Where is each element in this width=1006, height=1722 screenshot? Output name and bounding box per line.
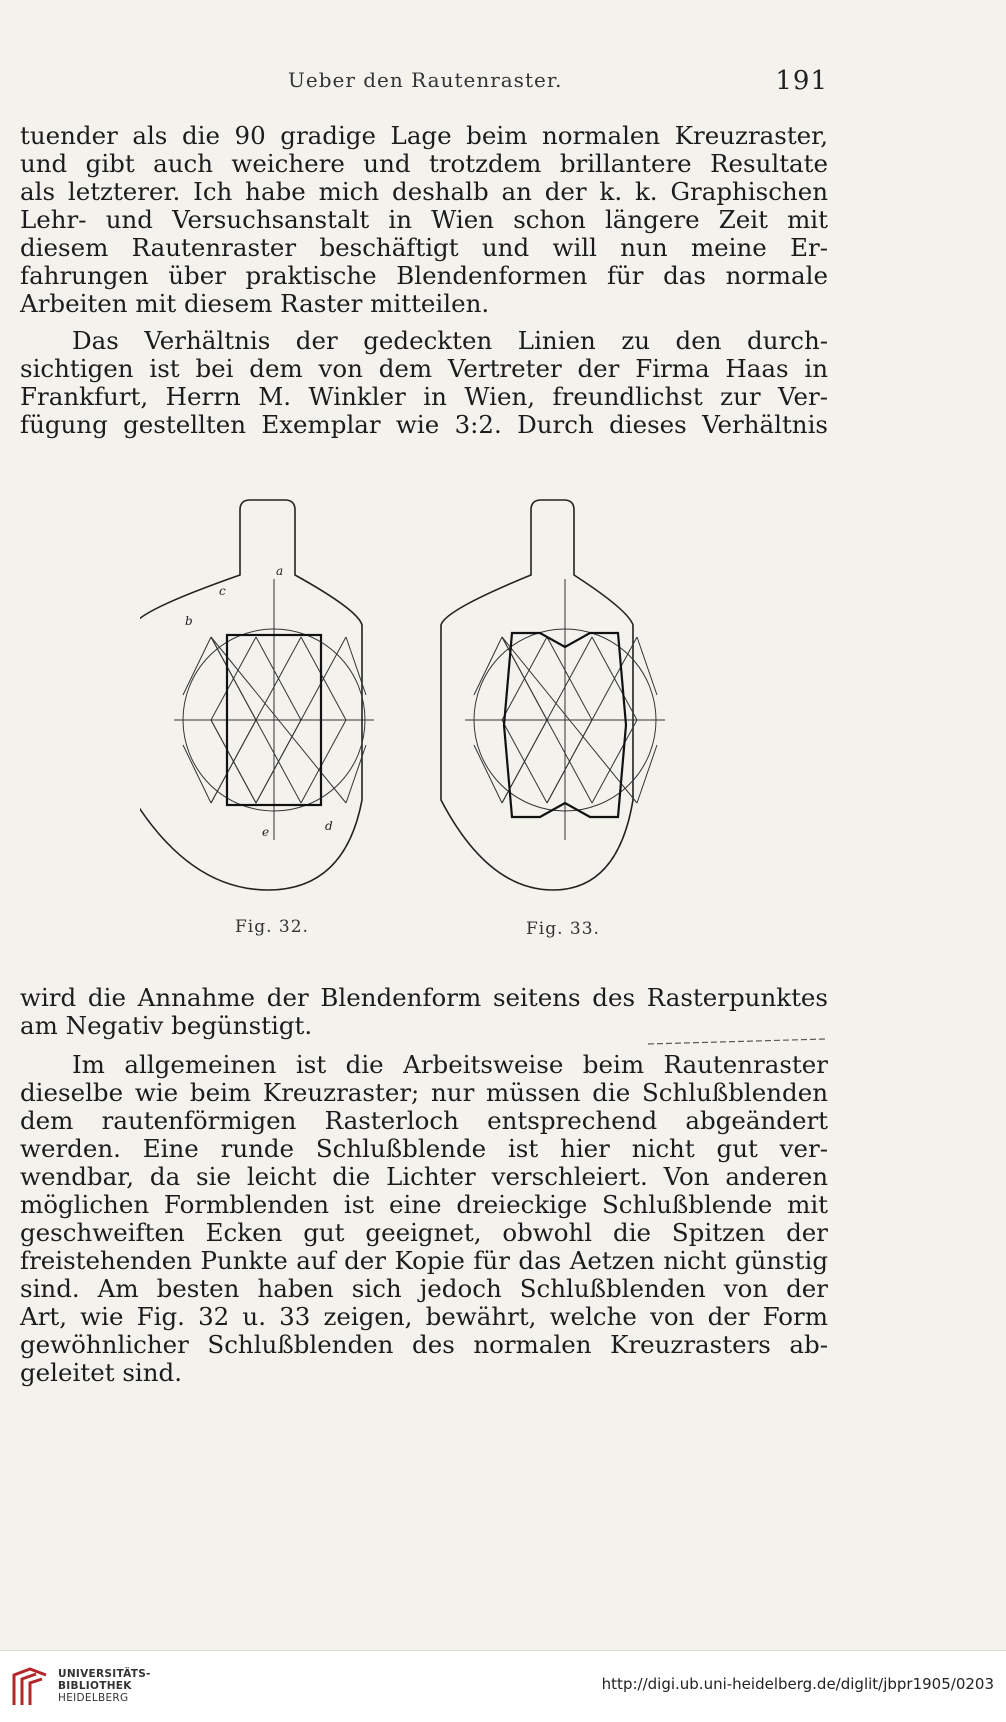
text-line: werden. Eine runde Schlußblende ist hier nicht gut ver- bbox=[20, 1134, 828, 1163]
text-line: freistehenden Punkte auf der Kopie für das Aetzen nicht günstig bbox=[20, 1246, 828, 1275]
paragraph-4 bbox=[20, 1051, 828, 1387]
library-name-line1: UNIVERSITÄTS- bbox=[58, 1668, 151, 1680]
library-name-line2: BIBLIOTHEK bbox=[58, 1680, 132, 1692]
text-line: möglichen Formblenden ist eine dreieckige Schlußblende mit bbox=[20, 1190, 828, 1219]
text-line: geschweiften Ecken gut geeignet, obwohl die Spitzen der bbox=[20, 1218, 828, 1247]
text-line: Art, wie Fig. 32 u. 33 zeigen, bewährt, welche von der Form bbox=[20, 1302, 828, 1331]
diaphragm-diagrams bbox=[140, 495, 700, 955]
text-line: tuender als die 90 gradige Lage beim normalen Kreuzraster, bbox=[20, 121, 828, 150]
source-url-link[interactable]: http://digi.ub.uni-heidelberg.de/diglit/jbpr1905/0203 bbox=[601, 1675, 994, 1693]
fig32-label-a: a bbox=[276, 564, 284, 578]
caption-fig33: Fig. 33. bbox=[526, 919, 600, 939]
text-line: gewöhnlicher Schlußblenden des normalen Kreuzrasters ab- bbox=[20, 1330, 828, 1359]
caption-fig32: Fig. 32. bbox=[235, 917, 309, 937]
text-line: und gibt auch weichere und trotzdem brillantere Resultate bbox=[20, 149, 828, 178]
page-header bbox=[20, 68, 828, 98]
text-line: fügung gestellten Exemplar wie 3:2. Durch dieses Verhältnis bbox=[20, 410, 828, 439]
text-line: Im allgemeinen ist die Arbeitsweise beim Rautenraster bbox=[72, 1050, 828, 1079]
text-line: wendbar, da sie leicht die Lichter verschleiert. Von anderen bbox=[20, 1162, 828, 1191]
fig32-label-e: e bbox=[262, 825, 270, 839]
library-footer bbox=[0, 1650, 1006, 1722]
fig32-label-b: b bbox=[185, 614, 193, 628]
text-line: Lehr- und Versuchsanstalt in Wien schon längere Zeit mit bbox=[20, 205, 828, 234]
paragraph-1 bbox=[20, 122, 828, 318]
text-line: sichtigen ist bei dem von dem Vertreter der Firma Haas in bbox=[20, 354, 828, 383]
library-logo-icon bbox=[10, 1665, 50, 1709]
text-line: sind. Am besten haben sich jedoch Schlußblenden von der bbox=[20, 1274, 828, 1303]
library-name bbox=[58, 1668, 151, 1704]
figures-32-33 bbox=[140, 495, 700, 955]
text-line: geleitet sind. bbox=[20, 1358, 182, 1387]
library-name-line3: HEIDELBERG bbox=[58, 1692, 129, 1704]
text-line: Arbeiten mit diesem Raster mitteilen. bbox=[20, 289, 490, 318]
text-line: dem rautenförmigen Rasterloch entsprechend abgeändert bbox=[20, 1106, 828, 1135]
paragraph-2 bbox=[20, 327, 828, 439]
text-line: Das Verhältnis der gedeckten Linien zu den durch- bbox=[72, 326, 828, 355]
print-specks bbox=[648, 1027, 826, 1047]
running-title: Ueber den Rautenraster. bbox=[288, 68, 563, 92]
text-line: wird die Annahme der Blendenform seitens des Rasterpunktes bbox=[20, 983, 828, 1012]
text-line: als letzterer. Ich habe mich deshalb an der k. k. Graphischen bbox=[20, 177, 828, 206]
text-line: fahrungen über praktische Blendenformen für das normale bbox=[20, 261, 828, 290]
text-line: am Negativ begünstigt. bbox=[20, 1011, 313, 1040]
text-line: dieselbe wie beim Kreuzraster; nur müssen die Schlußblenden bbox=[20, 1078, 828, 1107]
fig32-label-d: d bbox=[325, 819, 333, 833]
fig32-label-c: c bbox=[219, 584, 226, 598]
page-number: 191 bbox=[775, 66, 828, 96]
text-line: Frankfurt, Herrn M. Winkler in Wien, freundlichst zur Ver- bbox=[20, 382, 828, 411]
fig33-diaphragm-outline bbox=[441, 500, 633, 890]
text-line: diesem Rautenraster beschäftigt und will nun meine Er- bbox=[20, 233, 828, 262]
